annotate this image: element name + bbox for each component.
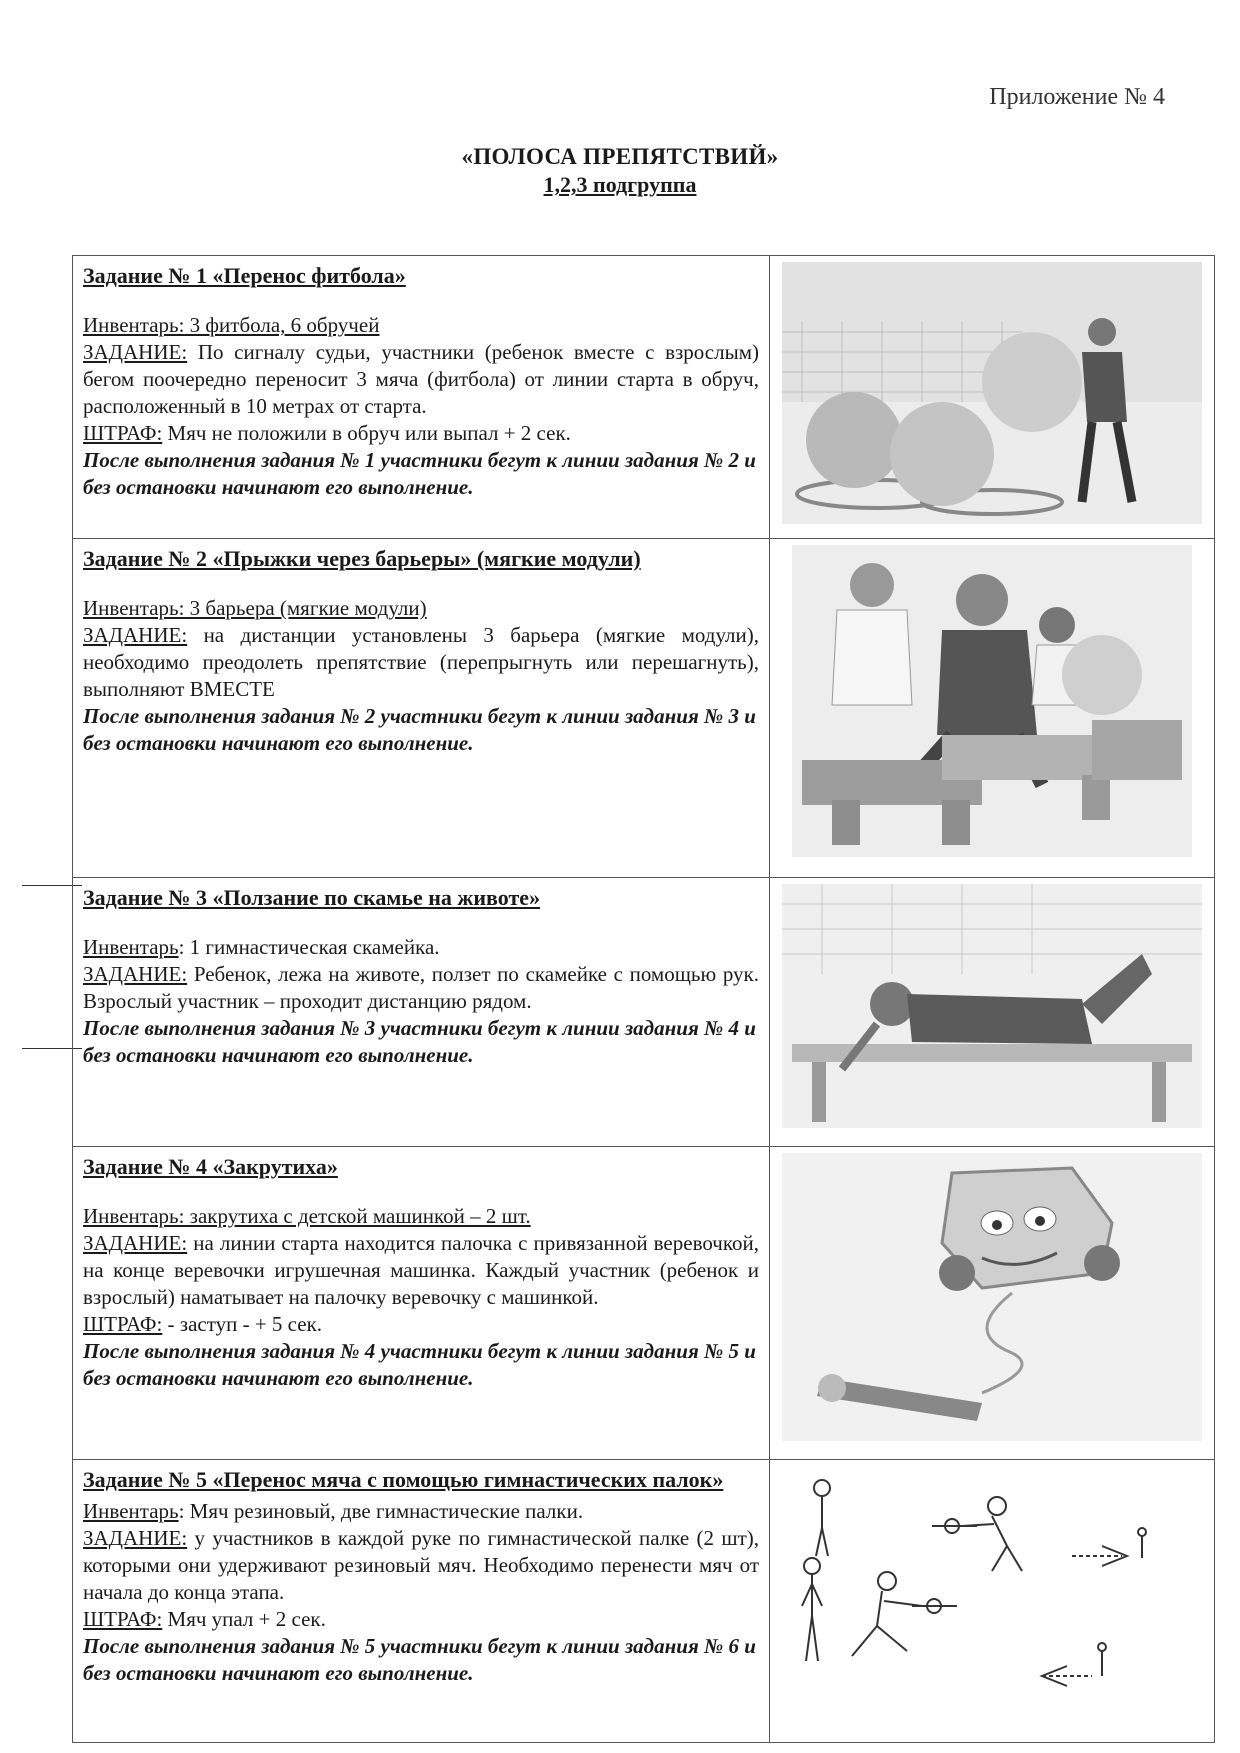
task-text-cell [73, 539, 770, 878]
task-image-cell [770, 539, 1215, 878]
task-after-note: После выполнения задания № 5 участники бегут к линии задания № 6 и без остановки начинают его выполнение. [83, 1634, 756, 1685]
task-title: Задание № 4 «Закрутиха» [83, 1154, 338, 1179]
task-value: на дистанции установлены 3 барьера (мягкие модули), необходимо преодолеть препятствие (перепрыгнуть или перешагнуть), выполняют ВМЕСТЕ [83, 623, 759, 701]
task-row-3 [73, 878, 1215, 1147]
task-title: Задание № 5 «Перенос мяча с помощью гимнастических палок» [83, 1467, 724, 1492]
task-image-cell [770, 1460, 1215, 1743]
task-inventory [83, 312, 759, 339]
inventory-label: Инвентарь: [83, 596, 185, 620]
task-description [83, 1525, 759, 1606]
task-label: ЗАДАНИЕ: [83, 1526, 188, 1550]
task-value: По сигналу судьи, участники (ребенок вместе с взрослым) бегом поочередно переносит 3 мяча (фитбола) от линии старта в обруч, расположенный в 10 метрах от старта. [83, 340, 759, 418]
task-description [83, 339, 759, 420]
inventory-value: закрутиха с детской машинкой – 2 шт. [184, 1204, 531, 1228]
penalty-label: ШТРАФ: [83, 1312, 163, 1336]
task-label: ЗАДАНИЕ: [83, 1231, 188, 1255]
task-after-note: После выполнения задания № 1 участники бегут к линии задания № 2 и без остановки начинают его выполнение. [83, 448, 756, 499]
task-value: у участников в каждой руке по гимнастической палке (2 шт), которыми они удерживают резиновый мяч. Необходимо перенести мяч от начала до конца этапа. [83, 1526, 759, 1604]
inventory-value: 3 фитбола, 6 обручей [184, 313, 380, 337]
inventory-label: Инвентарь [83, 935, 179, 959]
inventory-value: : 1 гимнастическая скамейка. [178, 935, 440, 959]
task-description [83, 622, 759, 703]
task-title: Задание № 3 «Ползание по скамье на животе» [83, 885, 541, 910]
inventory-label: Инвентарь: [83, 313, 185, 337]
task-after-note: После выполнения задания № 4 участники бегут к линии задания № 5 и без остановки начинают его выполнение. [83, 1339, 756, 1390]
appendix-label: Приложение № 4 [989, 84, 1165, 110]
penalty-value: - заступ - + 5 сек. [162, 1312, 323, 1336]
task-text-cell [73, 878, 770, 1147]
bench-crawl-photo [782, 884, 1202, 1128]
task-inventory [83, 1498, 759, 1525]
page-title: «ПОЛОСА ПРЕПЯТСТВИЙ» [461, 144, 779, 169]
inventory-value: : Мяч резиновый, две гимнастические палки. [178, 1499, 584, 1523]
task-after-note: После выполнения задания № 3 участники бегут к линии задания № 4 и без остановки начинают его выполнение. [83, 1016, 756, 1067]
task-text-cell [73, 256, 770, 539]
task-text-cell [73, 1460, 770, 1743]
task-description [83, 961, 759, 1015]
fitball-photo [782, 262, 1202, 524]
inventory-label: Инвентарь: [83, 1204, 185, 1228]
task-label: ЗАДАНИЕ: [83, 962, 188, 986]
task-image-cell [770, 1147, 1215, 1460]
page-subtitle: 1,2,3 подгруппа [543, 172, 697, 197]
task-title: Задание № 1 «Перенос фитбола» [83, 263, 406, 288]
ball-carry-drawing [782, 1466, 1202, 1716]
penalty-label: ШТРАФ: [83, 1607, 163, 1631]
penalty-value: Мяч не положили в обруч или выпал + 2 сек. [162, 421, 571, 445]
task-after-note: После выполнения задания № 2 участники бегут к линии задания № 3 и без остановки начинают его выполнение. [83, 704, 756, 755]
task-inventory [83, 595, 759, 622]
task-inventory [83, 1203, 759, 1230]
inventory-label: Инвентарь [83, 1499, 179, 1523]
task-text-cell [73, 1147, 770, 1460]
penalty-label: ШТРАФ: [83, 421, 163, 445]
inventory-value: 3 барьера (мягкие модули) [184, 596, 427, 620]
tasks-table [72, 255, 1215, 1743]
task-row-2 [73, 539, 1215, 878]
task-value: на линии старта находится палочка с привязанной веревочкой, на конце веревочки игрушечная машинка. Каждый участник (ребенок и взрослый) наматывает на палочку веревочку с машинкой. [83, 1231, 759, 1309]
task-label: ЗАДАНИЕ: [83, 623, 188, 647]
task-row-5 [73, 1460, 1215, 1743]
task-penalty [83, 1311, 759, 1338]
penalty-value: Мяч упал + 2 сек. [162, 1607, 326, 1631]
task-image-cell [770, 878, 1215, 1147]
task-row-4 [73, 1147, 1215, 1460]
task-image-cell [770, 256, 1215, 539]
task-value: Ребенок, лежа на животе, ползет по скамейке с помощью рук. Взрослый участник – проходит дистанцию рядом. [83, 962, 759, 1013]
toy-car-photo [782, 1153, 1202, 1441]
task-description [83, 1230, 759, 1311]
task-inventory [83, 934, 759, 961]
task-title: Задание № 2 «Прыжки через барьеры» (мягкие модули) [83, 546, 641, 571]
task-label: ЗАДАНИЕ: [83, 340, 188, 364]
task-penalty [83, 420, 759, 447]
task-row-1 [73, 256, 1215, 539]
task-penalty [83, 1606, 759, 1633]
barriers-photo [792, 545, 1192, 857]
